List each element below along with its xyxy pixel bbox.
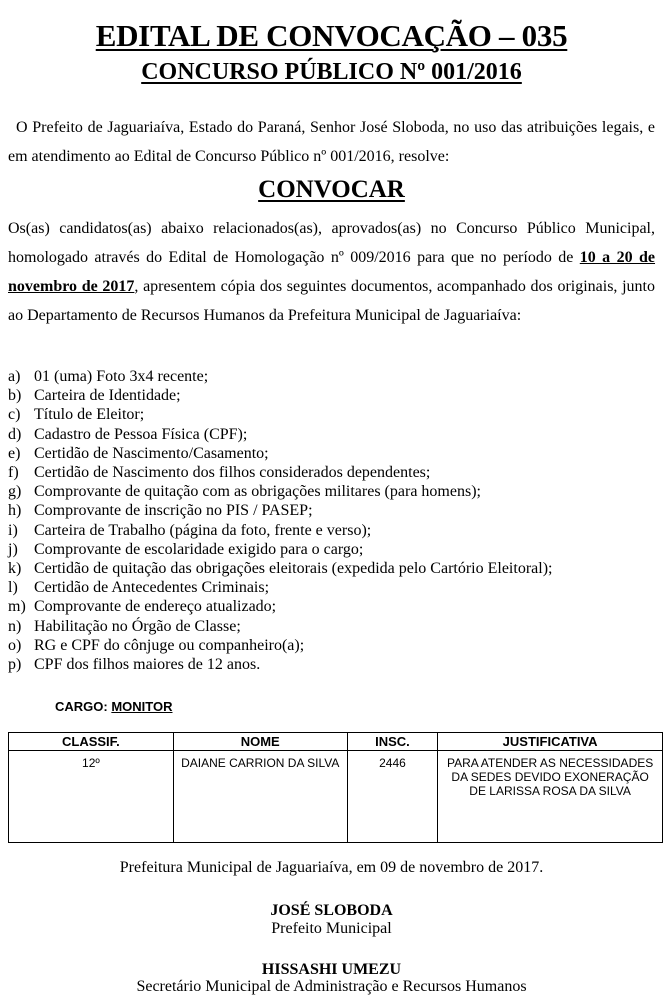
list-item: e) Certidão de Nascimento/Casamento; (8, 444, 269, 462)
documents-list (8, 367, 552, 674)
document-title: EDITAL DE CONVOCAÇÃO – 035 (95, 18, 568, 53)
list-item: n) Habilitação no Órgão de Classe; (8, 617, 241, 635)
cargo-line (55, 698, 173, 716)
table-header-row (9, 733, 663, 751)
list-item: j) Comprovante de escolaridade exigido para o cargo; (8, 540, 364, 558)
deadline-period: 10 a 20 de novembro de 2017 (8, 249, 656, 295)
list-item: d) Cadastro de Pessoa Física (CPF); (8, 425, 248, 443)
cell-justificativa: PARA ATENDER AS NECESSIDADES DA SEDES DEVIDO EXONERAÇÃO DE LARISSA ROSA DA SILVA (438, 751, 663, 843)
list-item: b) Carteira de Identidade; (8, 387, 181, 405)
list-item: o) RG e CPF do cônjuge ou companheiro(a); (8, 636, 305, 654)
document-subtitle: CONCURSO PÚBLICO Nº 001/2016 (141, 59, 522, 85)
list-item: l) Certidão de Antecedentes Criminais; (8, 579, 270, 597)
list-item: p) CPF dos filhos maiores de 12 anos. (8, 656, 261, 674)
signatory-name: JOSÉ SLOBODA (270, 902, 393, 919)
list-item: g) Comprovante de quitação com as obrigações militares (para homens); (8, 483, 481, 501)
signatory-title: Secretário Municipal de Administração e Recursos Humanos (136, 978, 527, 995)
table-row (9, 751, 663, 843)
header-justificativa: JUSTIFICATIVA (438, 733, 663, 751)
signatory-name: HISSASHI UMEZU (261, 961, 402, 978)
cell-insc: 2446 (347, 751, 438, 843)
list-item: f) Certidão de Nascimento dos filhos considerados dependentes; (8, 464, 431, 482)
list-item: a) 01 (uma) Foto 3x4 recente; (8, 368, 209, 385)
list-item: c) Título de Eleitor; (8, 406, 145, 424)
header-nome: NOME (173, 733, 347, 751)
place-date: Prefeitura Municipal de Jaguariaíva, em 09 de novembro de 2017. (119, 859, 544, 876)
list-item: k) Certidão de quitação das obrigações eleitorais (expedida pelo Cartório Eleitoral); (8, 560, 553, 578)
list-item: i) Carteira de Trabalho (página da foto, frente e verso); (8, 521, 372, 539)
list-item: h) Comprovante de inscrição no PIS / PASEP; (8, 502, 313, 520)
action-heading: CONVOCAR (258, 176, 405, 203)
intro-paragraph: O Prefeito de Jaguariaíva, Estado do Paraná, Senhor José Sloboda, no uso das atribuições legais, e em atendimento ao Edital de Concurso Público nº 001/2016, resolve: (8, 119, 655, 165)
cell-nome: DAIANE CARRION DA SILVA (173, 751, 347, 843)
candidates-table (8, 732, 663, 843)
cargo-label: CARGO: (55, 699, 112, 714)
body-paragraph: Os(as) candidatos(as) abaixo relacionados(as), aprovados(as) no Concurso Público Municipal, homologado através do Edital de Homologação nº 009/2016 para que no período de 10 a 20 de novembro de 2017, apresentem cópia dos seguintes documentos, acompanhado dos originais, junto ao Departamento de Recursos Humanos da Prefeitura Municipal de Jaguariaíva: (8, 220, 656, 324)
header-insc: INSC. (347, 733, 438, 751)
signatory-title: Prefeito Municipal (271, 920, 392, 937)
cargo-value: MONITOR (111, 699, 173, 714)
list-item: m) Comprovante de endereço atualizado; (8, 598, 277, 616)
header-classif: CLASSIF. (9, 733, 174, 751)
cell-classif: 12º (9, 751, 174, 843)
